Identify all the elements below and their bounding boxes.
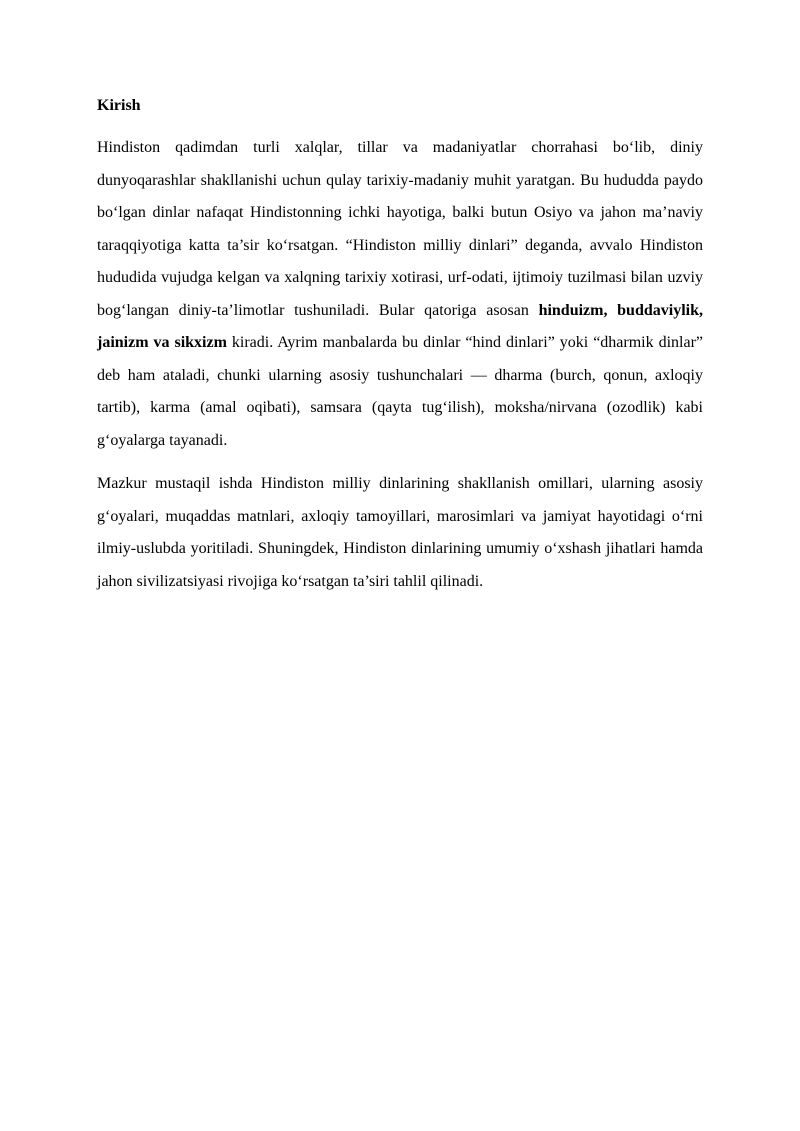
paragraph-1-text-end: kiradi. Ayrim manbalarda bu dinlar “hind dinlari” yoki “dharmik dinlar” deb ham ataladi, chunki ularning asosiy tushunchalari — dharma (burch, qonun, axloqiy tartib), karma (amal oqibati), samsara (qayta tug‘ilish), moksha/nirvana (ozodlik) kabi g‘oyalarga tayanadi. [97, 334, 704, 449]
document-body [97, 94, 703, 609]
paragraph-1-text-start: Hindiston qadimdan turli xalqlar, tillar va madaniyatlar chorrahasi bo‘lib, diniy dunyoqarashlar shakllanishi uchun qulay tarixiy-madaniy muhit yaratgan. Bu hududda paydo bo‘lgan dinlar nafaqat Hindistonning ichki hayotiga, balki butun Osiyo va jahon ma’naviy taraqqiyotiga katta ta’sir ko‘rsatgan. “Hindiston milliy dinlari” deganda, avvalo Hindiston hududida vujudga kelgan va xalqning tarixiy xotirasi, urf-odati, ijtimoiy tuzilmasi bilan uzviy bog‘langan diniy-ta’limotlar tushuniladi. Bular qatoriga asosan [97, 139, 703, 319]
intro-paragraph-2: Mazkur mustaqil ishda Hindiston milliy dinlarining shakllanish omillari, ularning asosiy gʻoyalari, muqaddas matnlari, axloqiy tamoyillari, marosimlari va jamiyat hayotidagi o‘rni ilmiy-uslubda yoritiladi. Shuningdek, Hindiston dinlarining umumiy o‘xshash jihatlari hamda jahon sivilizatsiyasi rivojiga ko‘rsatgan ta’siri tahlil qilinadi. [97, 475, 703, 590]
intro-paragraph-1 [97, 132, 703, 457]
religions-list-bold: hinduizm, buddaviylik, jainizm va sikxizm [97, 301, 703, 351]
section-heading: Kirish [97, 97, 141, 114]
